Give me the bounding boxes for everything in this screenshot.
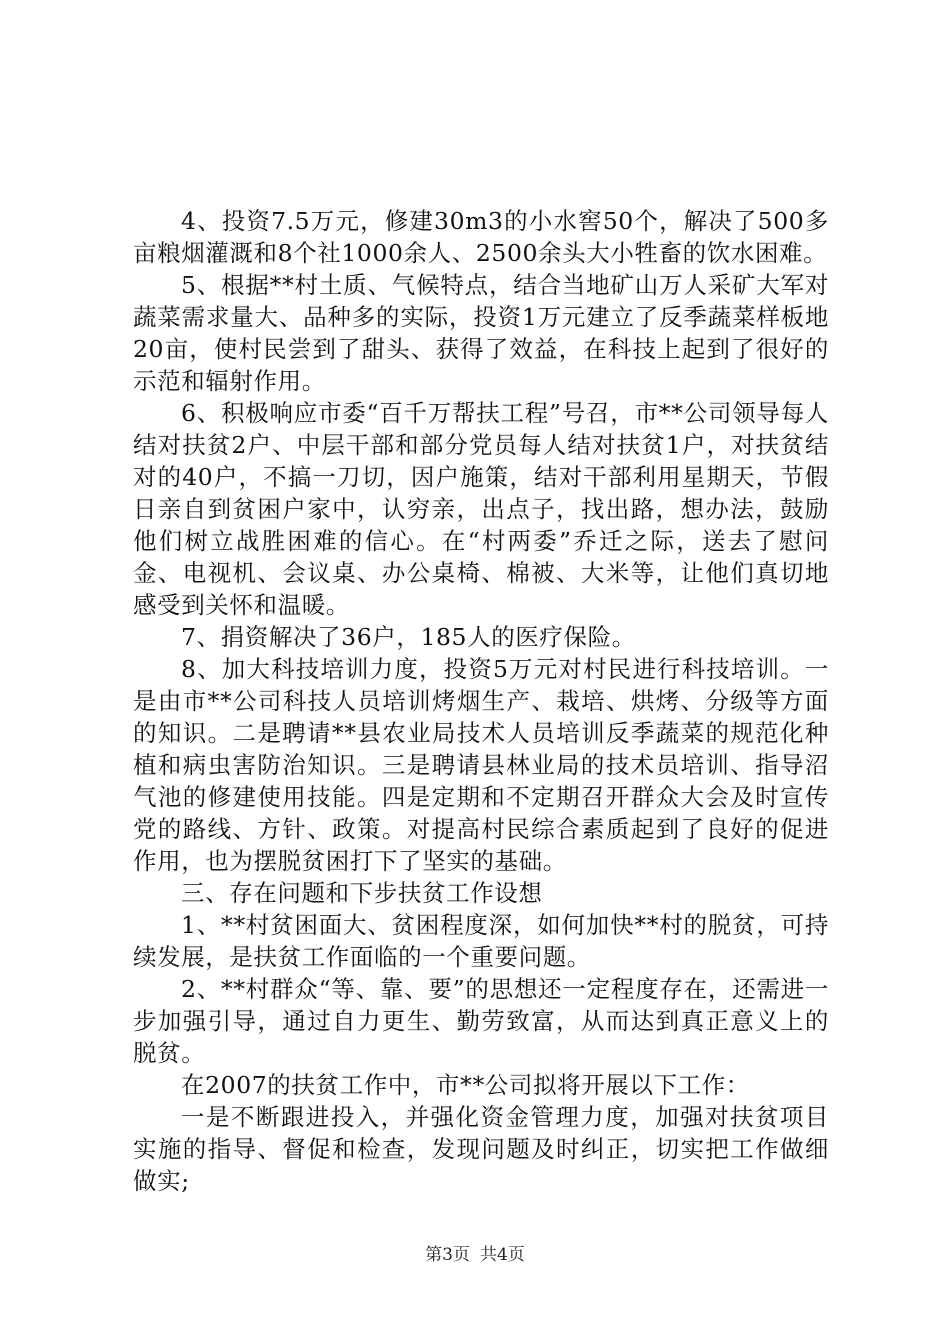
page-number: 第3页 [425,1245,470,1265]
paragraph-item-5: 5、根据**村土质、气候特点，结合当地矿山万人采矿大军对蔬菜需求量大、品种多的实际，投资1万元建立了反季蔬菜样板地20亩，使村民尝到了甜头、获得了效益，在科技上起到了很好的示范和辐射作用。 [133,271,829,395]
paragraph-item-4: 4、投资7.5万元，修建30m3的小水窖50个，解决了500多亩粮烟灌溉和8个社1000余人、2500余头大小牲畜的饮水困难。 [133,207,829,267]
plan-item-1: 一是不断跟进投入，并强化资金管理力度，加强对扶贫项目实施的指导、督促和检查，发现问题及时纠正，切实把工作做细做实; [133,1103,829,1195]
page-total: 共4页 [480,1245,525,1265]
paragraph-item-8: 8、加大科技培训力度，投资5万元对村民进行科技培训。一是由市**公司科技人员培训烤烟生产、栽培、烘烤、分级等方面的知识。二是聘请**县农业局技术人员培训反季蔬菜的规范化种植和病虫害防治知识。三是聘请县林业局的技术员培训、指导沼气池的修建使用技能。四是定期和不定期召开群众大会及时宣传党的路线、方针、政策。对提高村民综合素质起到了良好的促进作用，也为摆脱贫困打下了坚实的基础。 [133,655,829,875]
problem-item-1: 1、**村贫困面大、贫困程度深，如何加快**村的脱贫，可持续发展，是扶贫工作面临的一个重要问题。 [133,911,829,971]
plan-intro: 在2007的扶贫工作中，市**公司拟将开展以下工作： [181,1071,750,1099]
paragraph-item-6: 6、积极响应市委“百千万帮扶工程”号召，市**公司领导每人结对扶贫2户、中层干部和部分党员每人结对扶贫1户，对扶贫结对的40户，不搞一刀切，因户施策，结对干部利用星期天，节假日亲自到贫困户家中，认穷亲，出点子，找出路，想办法，鼓励他们树立战胜困难的信心。在“村两委”乔迁之际，送去了慰问金、电视机、会议桌、办公桌椅、棉被、大米等，让他们真切地感受到关怀和温暖。 [133,399,829,619]
section-heading-3: 三、存在问题和下步扶贫工作设想 [181,879,543,907]
problem-item-2: 2、**村群众“等、靠、要”的思想还一定程度存在，还需进一步加强引导，通过自力更生、勤劳致富，从而达到真正意义上的脱贫。 [133,975,829,1067]
page-footer [0,1245,950,1265]
paragraph-item-7: 7、捐资解决了36户，185人的医疗保险。 [181,623,636,651]
document-body [133,205,829,1197]
